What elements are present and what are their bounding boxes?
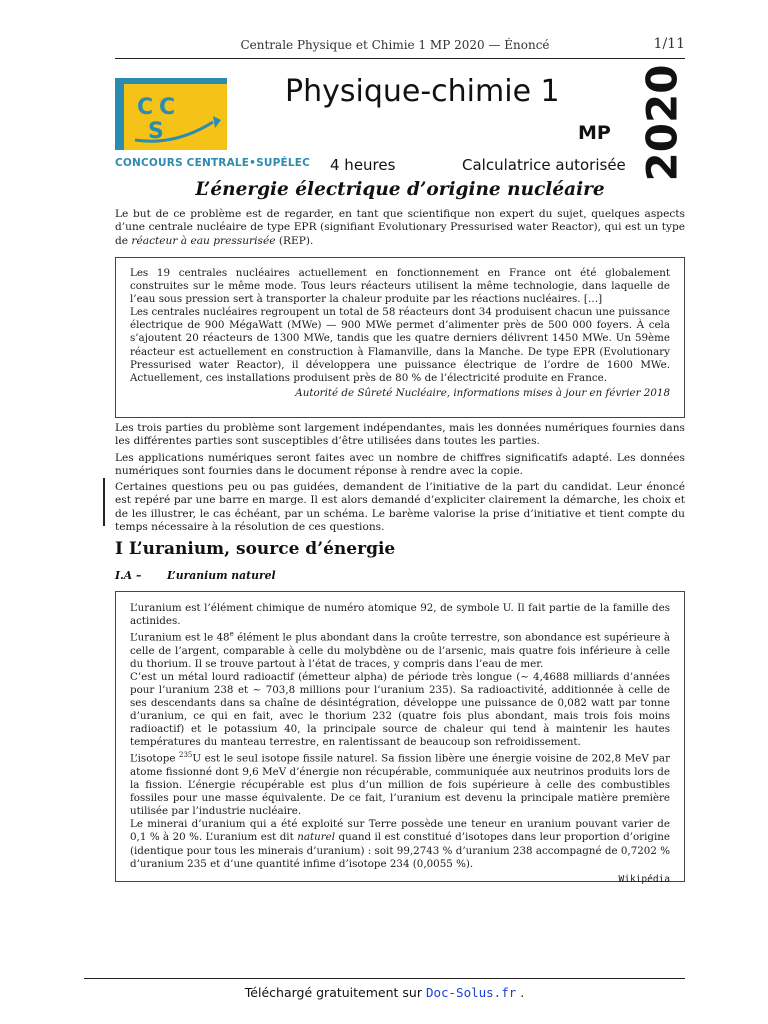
section-title: I L’uranium, source d’énergie [115, 539, 396, 559]
subsection-title: L’uranium naturel [167, 569, 276, 582]
asn-quote-box [115, 257, 685, 418]
note-paragraph-1: Les trois parties du problème sont largement indépendantes, mais les données numériques fournies dans les différentes parties sont susceptibles d’être utilisées dans toutes les parties. [115, 422, 685, 448]
exam-duration: 4 heures [330, 156, 396, 174]
running-header-title: Centrale Physique et Chimie 1 MP 2020 — Énoncé [240, 38, 550, 52]
exam-year: 2020 [637, 64, 687, 182]
note-paragraph-2: Les applications numériques seront faites avec un nombre de chiffres significatifs adapté. Les données numériques sont fournies dans le document réponse à rendre avec la copie. [115, 451, 685, 477]
uranium-paragraph-5: Le minerai d’uranium qui a été exploité sur Terre possède une teneur en uranium pouvant varier de 0,1 % à 20 %. L’uranium est dit naturel quand il est constitué d’isotopes dans leur proportion d’origine (identique pour tous les minerais d’uranium) : soit 99,2743 % d’uranium 238 accompagné de 0,7202 % d’uranium 235 et d’une quantité infime d’isotope 234 (0,0055 %). [130, 818, 670, 870]
running-header [115, 38, 685, 56]
uranium-paragraph-1: L’uranium est l’élément chimique de numéro atomique 92, de symbole U. Il fait partie de la famille des actinides. [130, 602, 670, 628]
uranium-paragraph-3: C’est un métal lourd radioactif (émetteur alpha) de période très longue (∼ 4,4688 milliards d’années pour l’uranium 238 et ∼ 703,8 millions pour l’uranium 235). Sa radioactivité, additionnée à celle de ses descendants dans sa chaîne de désintégration, développe une puissance de 0,082 watt par tonne d’uranium, ce qui en fait, avec le thorium 232 (quatre fois plus abondant, mais trois fois moins radioactif) et le potassium 40, la principale source de chaleur qui tend à maintenir les hautes températures du manteau terrestre, en ralentissant de beaucoup son refroidissement. [130, 670, 670, 749]
subsection-heading [115, 569, 276, 582]
initiative-margin-bar [103, 478, 105, 526]
logo-name: CONCOURS CENTRALE•SUPÉLEC [115, 157, 311, 169]
wikipedia-source: Wikipédia [618, 873, 670, 885]
logo-letter-2: C [159, 95, 176, 120]
quote-paragraph-2: Les centrales nucléaires regroupent un total de 58 réacteurs dont 34 produisent chacun une puissance électrique de 900 MégaWatt (MWe) — 900 MWe permet d’alimenter près de 500 000 foyers. À cela s’ajoutent 20 réacteurs de 1300 MWe, tandis que les quatre derniers délivrent 1450 MWe. Un 59ème réacteur est actuellement en construction à Flamanville, dans la Manche. De type EPR (Evolutionary Pressurised water Reactor), il développera une puissance électrique de l’ordre de 1600 MWe. Actuellement, ces installations produisent près de 80 % de l’électricité produite en France. [130, 306, 670, 384]
exam-series: MP [578, 122, 611, 144]
exam-calculator: Calculatrice autorisée [462, 156, 626, 174]
footer [84, 985, 685, 1000]
quote-paragraph-1: Les 19 centrales nucléaires actuellement en fonctionnement en France ont été globalement construites sur le même mode. Tous leurs réacteurs utilisent la même technologie, dans laquelle de l’eau sous pression sert à transporter la chaleur produite par les réactions nucléaires. […] [130, 267, 670, 306]
uranium-paragraph-2: L’uranium est le 48e élément le plus abondant dans la croûte terrestre, son abondance est supérieure à celle de l’argent, comparable à celle du molybdène ou de l’arsenic, mais quatre fois inférieure à celle du thorium. Il se trouve partout à l’état de traces, y compris dans l’eau de mer. [130, 630, 671, 670]
subsection-number: I.A – [115, 569, 142, 582]
main-title: L’énergie électrique d’origine nucléaire [195, 179, 605, 200]
wikipedia-quote-box [115, 591, 685, 885]
concours-logo [115, 78, 311, 176]
footer-text: Téléchargé gratuitement sur [244, 985, 426, 1000]
exam-year-block [636, 64, 688, 182]
doc-solus-link[interactable]: Doc-Solus.fr [425, 985, 517, 1000]
logo-letter-1: C [137, 95, 154, 120]
logo-letter-3: S [148, 119, 164, 144]
page-number: 1/11 [653, 36, 685, 52]
footer-divider [84, 978, 685, 979]
logo-mark-icon [115, 78, 250, 156]
uranium-paragraph-4: L’isotope $^{235}$U est le seul isotope fissile naturel. Sa fission libère une énergie voisine de 202,8 MeV par atome fissionné dont 9,6 MeV d’énergie non récupérable, communiquée aux neutrinos produits lors de la fission. L’énergie récupérable est plus d’un million de fois supérieure à celle des combustibles fossiles pour une masse équivalente. De ce fait, l’uranium est devenu la principale matière première utilisée par l’industrie nucléaire. [130, 751, 670, 818]
header-divider [115, 58, 685, 59]
quote-source: Autorité de Sûreté Nucléaire, informations mises à jour en février 2018 [295, 386, 670, 399]
footer-after: . [516, 985, 525, 1000]
notes-block [115, 422, 685, 534]
intro-paragraph: Le but de ce problème est de regarder, en tant que scientifique non expert du sujet, quelques aspects d’une centrale nucléaire de type EPR (signifiant Evolutionary Pressurised water Reactor), qui est un type de réacteur à eau pressurisée (REP). [115, 208, 685, 247]
note-paragraph-3: Certaines questions peu ou pas guidées, demandent de l’initiative de la part du candidat. Leur énoncé est repéré par une barre en marge. Il est alors demandé d’expliciter clairement la démarche, les choix et de les illustrer, le cas échéant, par un schéma. Le barème valorise la prise d’initiative et tient compte du temps nécessaire à la résolution de ces questions. [115, 481, 685, 534]
exam-title: Physique-chimie 1 [285, 74, 560, 109]
